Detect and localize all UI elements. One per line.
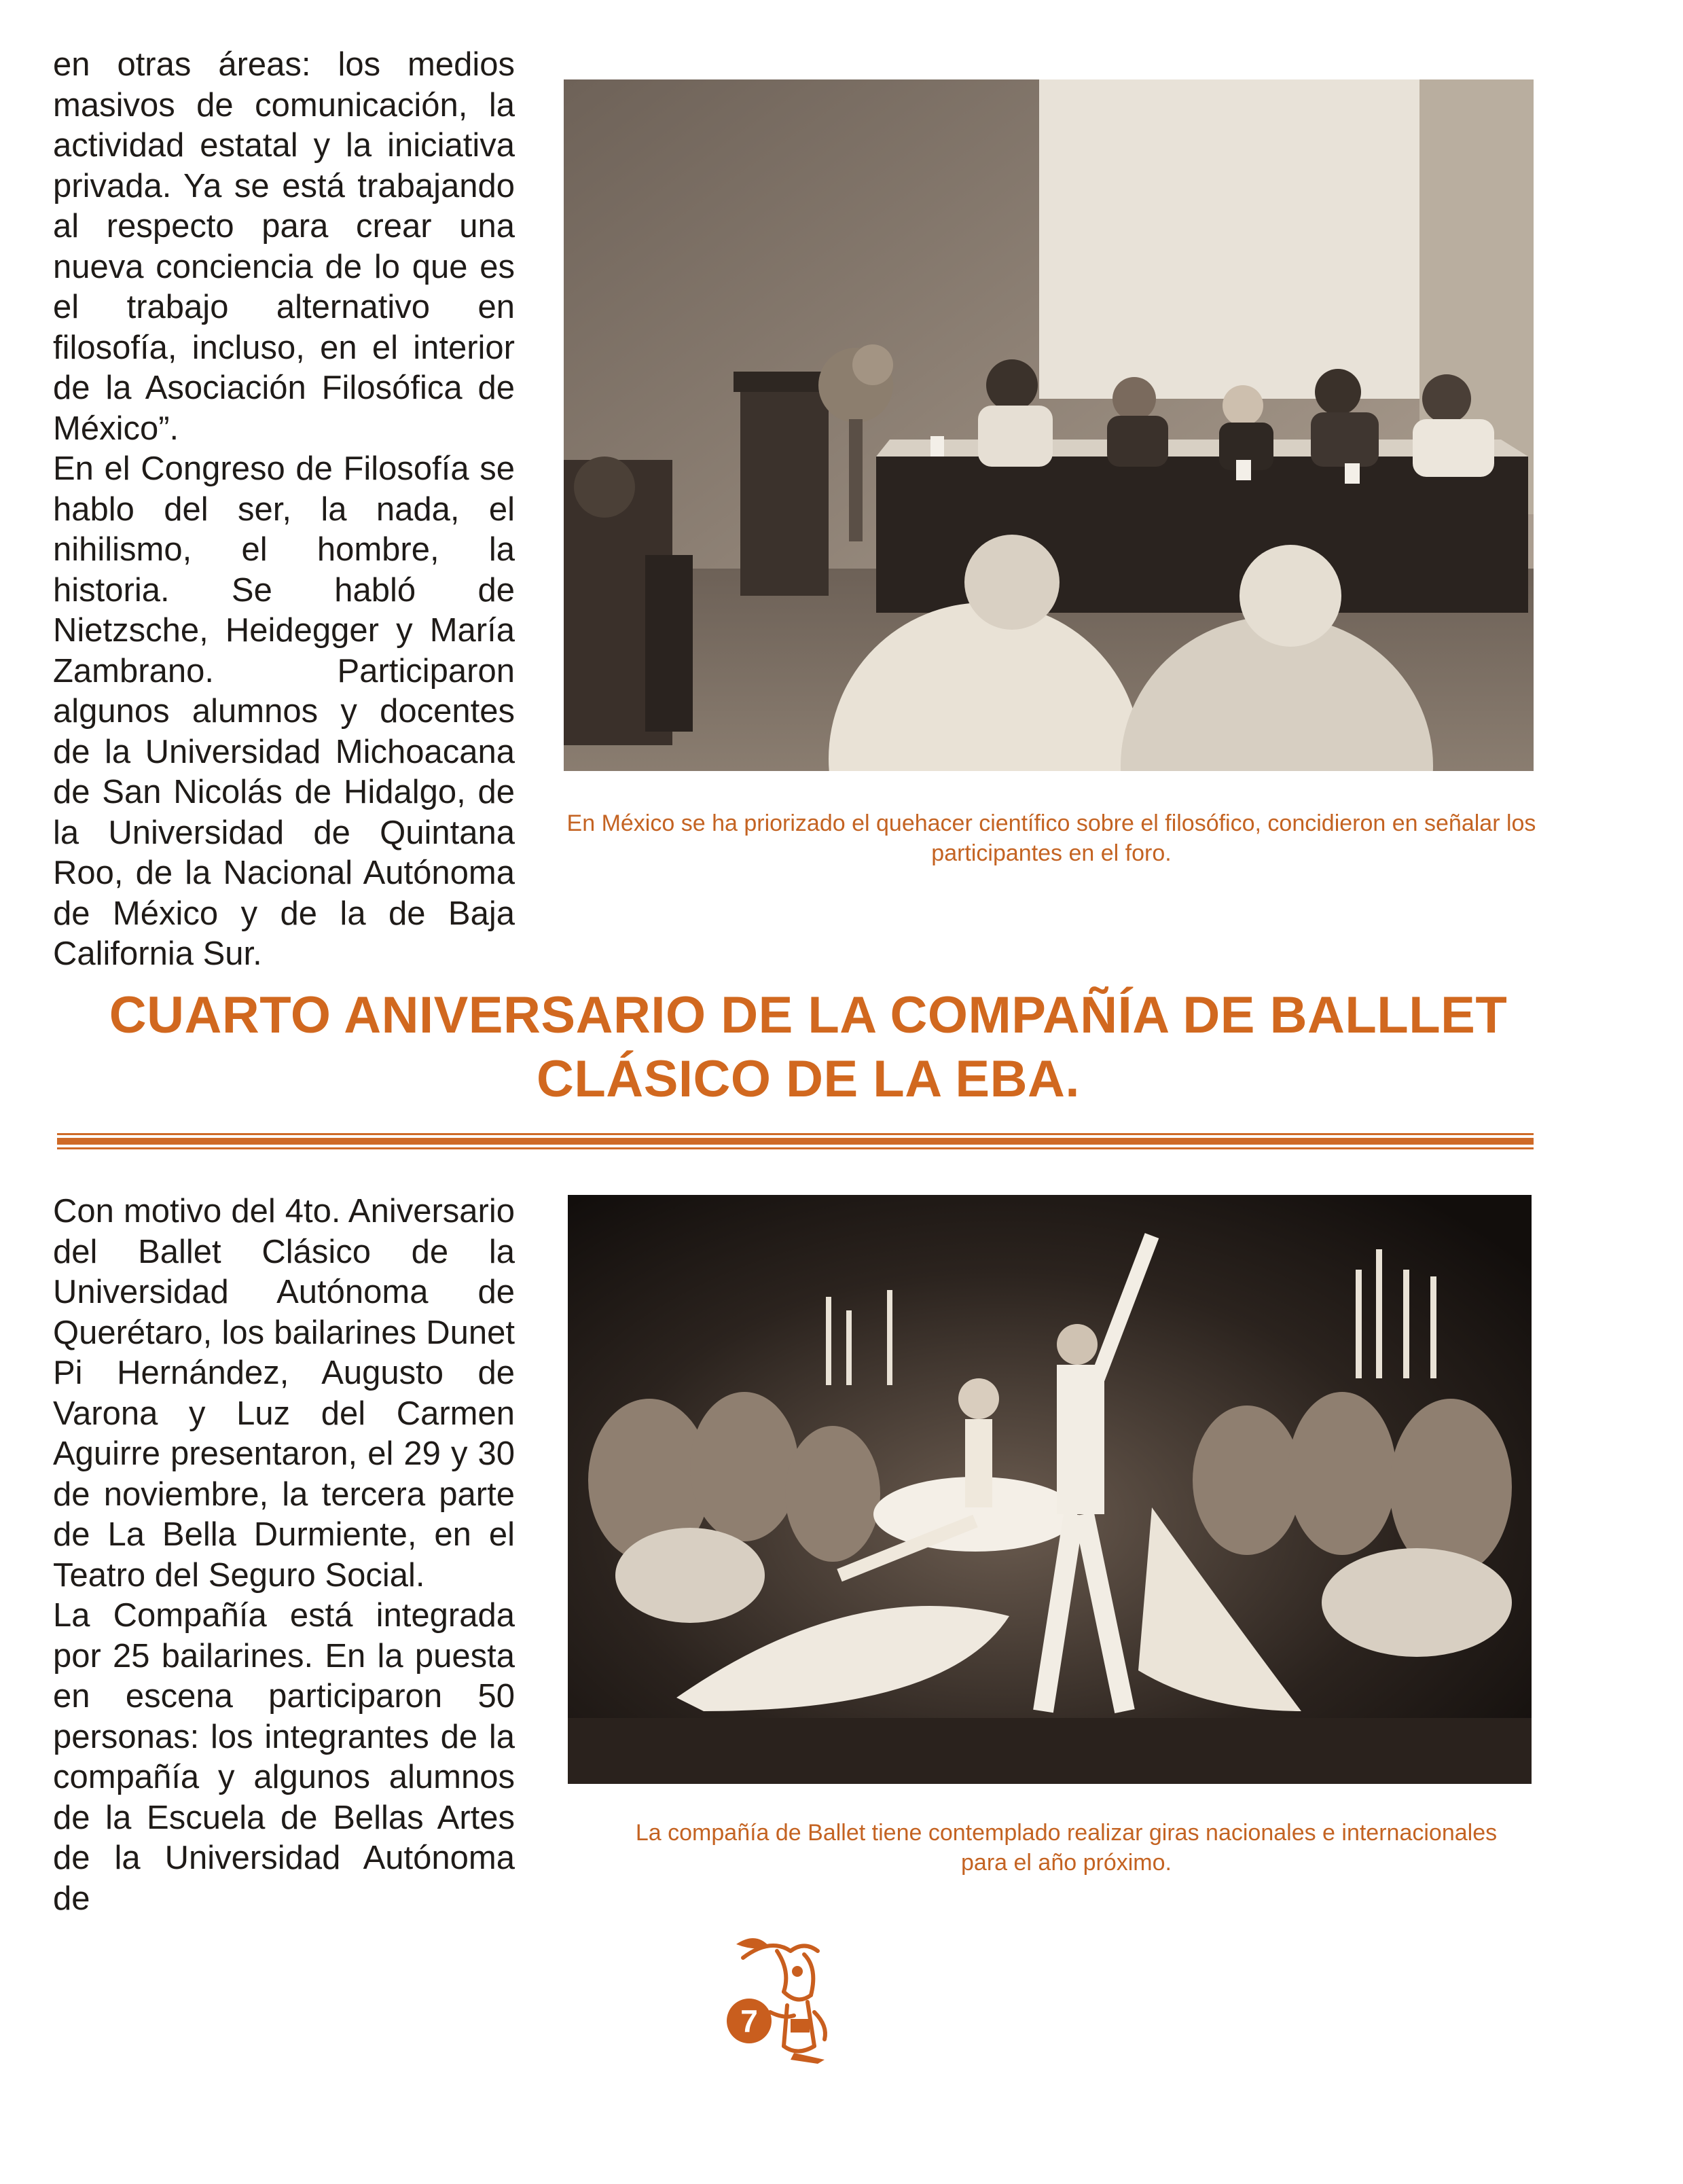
headline-line-1: CUARTO ANIVERSARIO DE LA COMPAÑÍA DE BALLLET bbox=[109, 986, 1508, 1044]
headline-line-2: CLÁSICO DE LA EBA. bbox=[537, 1050, 1080, 1108]
article-bottom-paragraph-1: Con motivo del 4to. Aniversario del Ballet Clásico de la Universidad Autónoma de Querétaro, los bailarines Dunet Pi Hernández, Augusto de Varona y Luz del Carmen Aguirre presentaron, el 29 y 30 de noviembre, la tercera parte de La Bella Durmiente, en el Teatro del Seguro Social. bbox=[53, 1193, 515, 1594]
article-top-column bbox=[53, 45, 515, 975]
article-top-paragraph-1: en otras áreas: los medios masivos de comunicación, la actividad estatal y la iniciativa privada. Ya se está trabajando al respecto para crear una nueva conciencia de lo que es el trabajo alternativo en filosofía, incluso, en el interior de la Asociación Filosófica de México”. bbox=[53, 46, 515, 447]
ballet-photo-caption: La compañía de Ballet tiene contemplado realizar giras nacionales e internacionales para el año próximo. bbox=[635, 1820, 1498, 1876]
article-bottom-paragraph-2: La Compañía está integrada por 25 bailarines. En la puesta en escena participaron 50 personas: los integrantes de la compañía y algunos alumnos de la Escuela de Bellas Artes de la Universidad Autónoma de bbox=[53, 1597, 515, 1917]
section-divider bbox=[57, 1133, 1534, 1151]
conference-photo-caption: En México se ha priorizado el quehacer científico sobre el filosófico, concidieron en señalar los participantes en el foro. bbox=[566, 810, 1536, 866]
ballet-photo-image bbox=[568, 1195, 1532, 1784]
page-number: 7 bbox=[727, 1999, 772, 2043]
section-headline bbox=[41, 984, 1576, 1111]
article-bottom-column bbox=[53, 1192, 515, 1919]
conference-photo-image bbox=[564, 79, 1534, 771]
ballet-photo bbox=[568, 1195, 1532, 1784]
conference-photo bbox=[564, 79, 1534, 771]
article-top-paragraph-2: En el Congreso de Filosofía se hablo del ser, la nada, el nihilismo, el hombre, la historia. Se habló de Nietzsche, Heidegger y María Zambrano. Participaron algunos alumnos y docentes de la Universidad Michoacana de San Nicolás de Hidalgo, de la Universidad de Quintana Roo, de la Nacional Autónoma de México y de la de Baja California Sur. bbox=[53, 450, 515, 972]
